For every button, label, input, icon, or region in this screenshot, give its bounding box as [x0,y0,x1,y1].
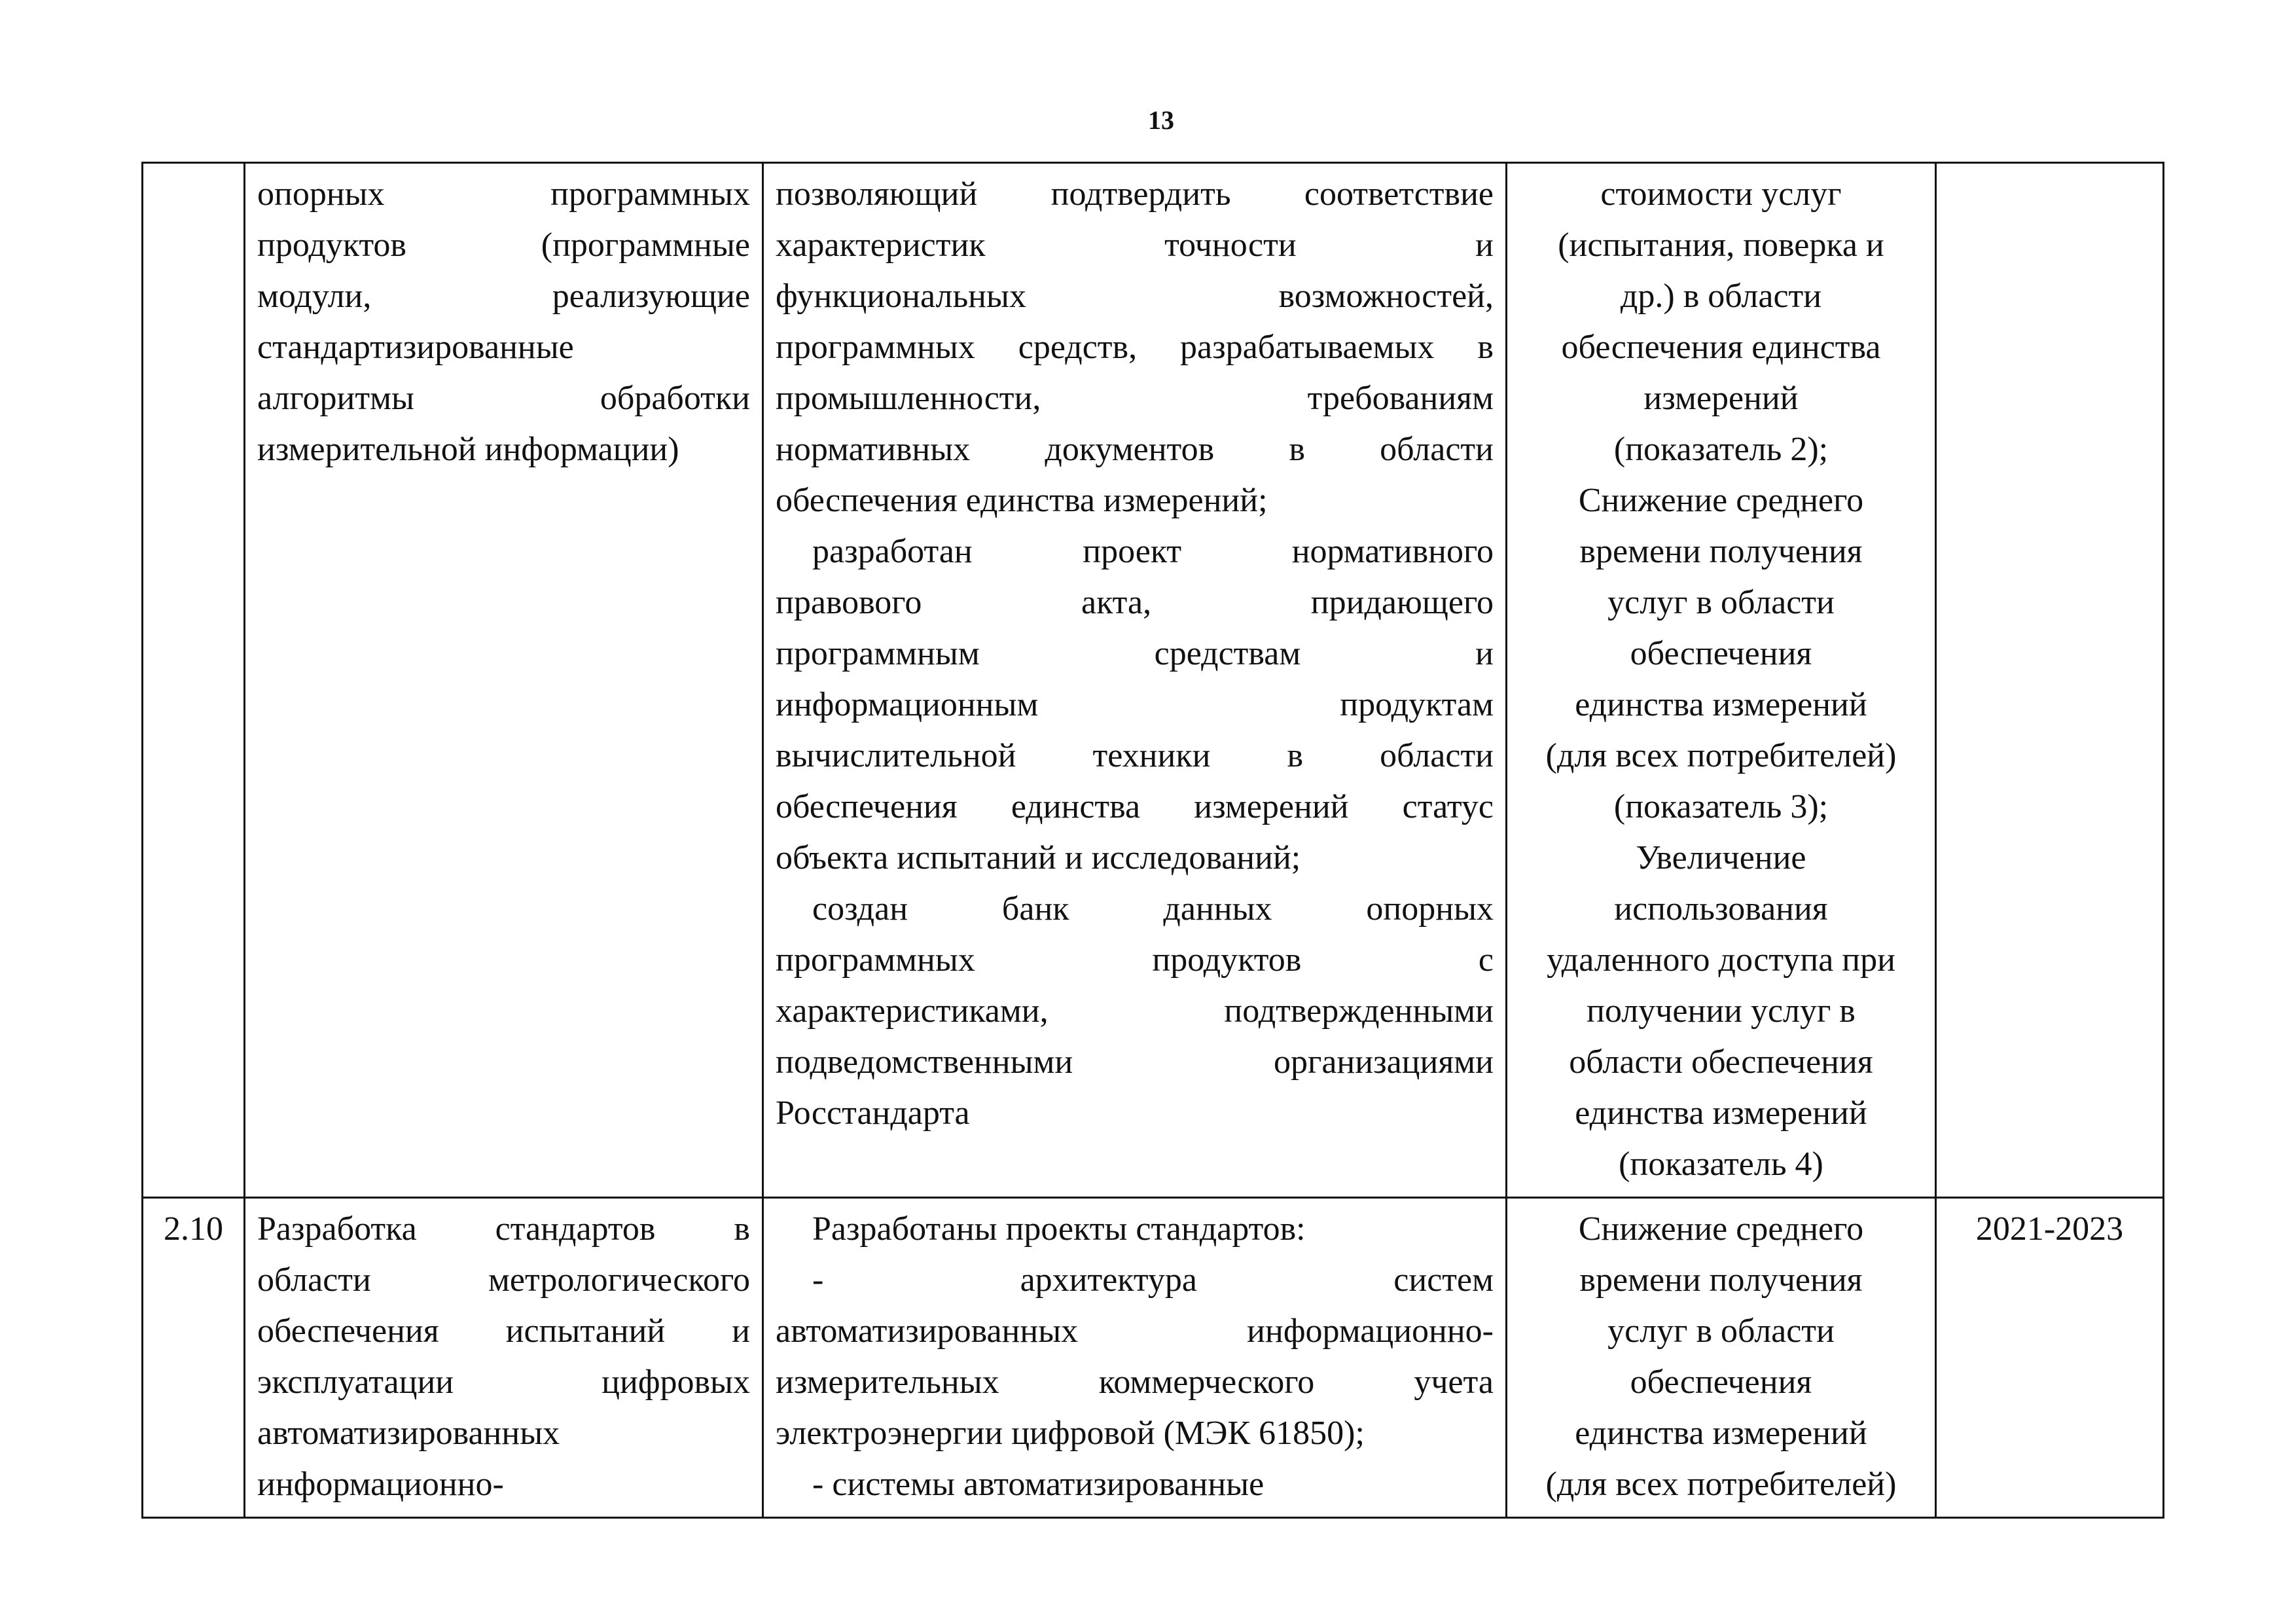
word: подтвердить [1050,175,1231,213]
word: разработан [812,533,973,570]
table-row-2-10 [143,1198,2164,1518]
word: проект [1083,533,1182,570]
text-line: (показатель 3); [1613,788,1829,825]
row-number-cell: 2.10 [143,1198,245,1518]
text-line [776,1088,1494,1139]
word: Разработка [257,1210,417,1248]
text-line [776,679,1494,731]
text-line [257,322,750,373]
word: разрабатываемых [1180,329,1435,366]
text-line [776,1357,1494,1408]
word: организациями [1274,1043,1494,1081]
word: требованиям [1307,380,1494,417]
word: нормативного [1291,533,1494,570]
word: техники [1092,737,1211,774]
word: реализующие [552,278,750,315]
text-line: обеспечения единства [1561,329,1881,366]
word: документов [1045,431,1215,468]
word: банк [1001,890,1069,928]
word: статус [1402,788,1494,825]
text-line [257,373,750,424]
text-line [776,1408,1494,1459]
text-line: обеспечения [1630,635,1812,672]
text-line [776,526,1494,577]
indicator-cell [1507,1198,1936,1518]
word: автоматизированные [963,1466,1265,1503]
text-line [776,271,1494,322]
word: информационно- [257,1466,504,1503]
text-line: единства измерений [1575,686,1867,723]
word: создан [812,890,908,928]
word: электроэнергии цифровой (МЭК 61850); [776,1415,1365,1452]
word: характеристиками, [776,992,1049,1030]
word: области [257,1261,371,1299]
page-number: 13 [1148,105,1174,135]
word: программных [776,329,975,366]
text-line: (для всех потребителей) [1545,1466,1897,1503]
text-line [776,577,1494,628]
expected-result-cell [763,163,1507,1198]
word: продуктов [1152,941,1302,979]
word: стандартизированные [257,329,574,366]
word: промышленности, [776,380,1041,417]
text-line [776,169,1494,220]
word: и [732,1312,750,1350]
word: системы [832,1466,963,1503]
word: Разработаны проекты стандартов: [812,1210,1306,1248]
word: возможностей, [1278,278,1494,315]
word: эксплуатации [257,1363,454,1401]
word: измерительных [776,1363,999,1401]
word: систем [1393,1261,1494,1299]
text-line: обеспечения [1630,1363,1812,1401]
word: - [812,1261,824,1299]
word: с [1478,941,1494,979]
word: позволяющий [776,175,978,213]
text-line [776,475,1494,526]
text-line [776,1459,1494,1510]
word: подтвержденными [1224,992,1494,1030]
text-line [776,731,1494,782]
text-line [257,169,750,220]
word: в [734,1210,750,1248]
text-line: (показатель 4) [1619,1146,1823,1183]
word: объекта испытаний и исследований; [776,839,1301,876]
text-line: удаленного доступа при [1547,941,1895,979]
word: в [1477,329,1494,366]
text-line: (показатель 2); [1613,431,1829,468]
text-line: Снижение среднего [1578,482,1864,519]
text-line [776,1306,1494,1357]
text-line: времени получения [1579,533,1863,570]
word: автоматизированных [776,1312,1079,1350]
measure-title-cell [245,163,763,1198]
text-line [776,1037,1494,1088]
word: автоматизированных [257,1415,560,1452]
word: - [812,1466,833,1503]
word: подведомственными [776,1043,1073,1081]
word: испытаний [505,1312,666,1350]
measure-title-cell [245,1198,763,1518]
text-line [776,424,1494,475]
word: и [1475,226,1494,264]
text-line [776,628,1494,679]
row-number-cell [143,163,245,1198]
word: средств, [1018,329,1138,366]
word: характеристик [776,226,986,264]
text-line: области обеспечения [1569,1043,1873,1081]
expected-result-cell [763,1198,1507,1518]
word: модули, [257,278,372,315]
word: единства [1011,788,1141,825]
word: соответствие [1304,175,1494,213]
table-row-continued [143,163,2164,1198]
text-line [257,424,750,475]
text-line [257,1255,750,1306]
text-line [257,1357,750,1408]
measures-table [141,162,2164,1519]
word: информационным [776,686,1039,723]
word: измерительной информации) [257,431,679,468]
text-line: стоимости услуг [1600,175,1842,213]
word: правового [776,584,922,621]
text-line: услуг в области [1607,1312,1835,1350]
word: продуктов [257,226,406,264]
text-line: (для всех потребителей) [1545,737,1897,774]
word: области [1380,737,1494,774]
word: нормативных [776,431,971,468]
period-cell [1936,163,2164,1198]
text-line [257,1408,750,1459]
word: функциональных [776,278,1026,315]
word: продуктам [1340,686,1494,723]
text-line: времени получения [1579,1261,1863,1299]
text-line: услуг в области [1607,584,1835,621]
text-line: получении услуг в [1587,992,1856,1030]
word: данных [1163,890,1272,928]
text-line [257,271,750,322]
word: коммерческого [1098,1363,1315,1401]
word: (программные [541,226,750,264]
word: области [1380,431,1494,468]
text-line [257,1204,750,1255]
word: точности [1164,226,1297,264]
word: программных [550,175,750,213]
word: в [1289,431,1305,468]
text-line [776,322,1494,373]
word: опорных [257,175,385,213]
word: вычислительной [776,737,1016,774]
indicator-cell [1507,163,1936,1198]
word: обеспечения [257,1312,439,1350]
word: учета [1414,1363,1494,1401]
text-line [257,1459,750,1510]
text-line [776,220,1494,271]
word: средствам [1154,635,1301,672]
word: информационно- [1247,1312,1494,1350]
text-line: Снижение среднего [1578,1210,1864,1248]
word: Росстандарта [776,1094,970,1132]
text-line: использования [1614,890,1828,928]
text-line: Увеличение [1636,839,1806,876]
word: опорных [1366,890,1494,928]
text-line: (испытания, поверка и [1558,226,1884,264]
text-line [776,986,1494,1037]
text-line: измерений [1643,380,1799,417]
word: цифровых [601,1363,750,1401]
word: программным [776,635,980,672]
word: стандартов [495,1210,656,1248]
text-line [776,782,1494,833]
word: обеспечения [776,788,958,825]
text-line [257,1306,750,1357]
period-cell: 2021-2023 [1936,1198,2164,1518]
text-line [776,1204,1494,1255]
word: и [1475,635,1494,672]
text-line: единства измерений [1575,1415,1867,1452]
text-line [257,220,750,271]
word: обработки [600,380,750,417]
text-line [776,1255,1494,1306]
text-line: единства измерений [1575,1094,1867,1132]
word: алгоритмы [257,380,414,417]
text-line [776,373,1494,424]
word: акта, [1081,584,1152,621]
text-line: др.) в области [1620,278,1822,315]
word: метрологического [488,1261,750,1299]
word: обеспечения единства измерений; [776,482,1268,519]
word: измерений [1194,788,1349,825]
text-line [776,884,1494,935]
text-line [776,935,1494,986]
word: программных [776,941,975,979]
text-line [776,833,1494,884]
word: придающего [1310,584,1494,621]
word: архитектура [1020,1261,1198,1299]
word: в [1287,737,1304,774]
